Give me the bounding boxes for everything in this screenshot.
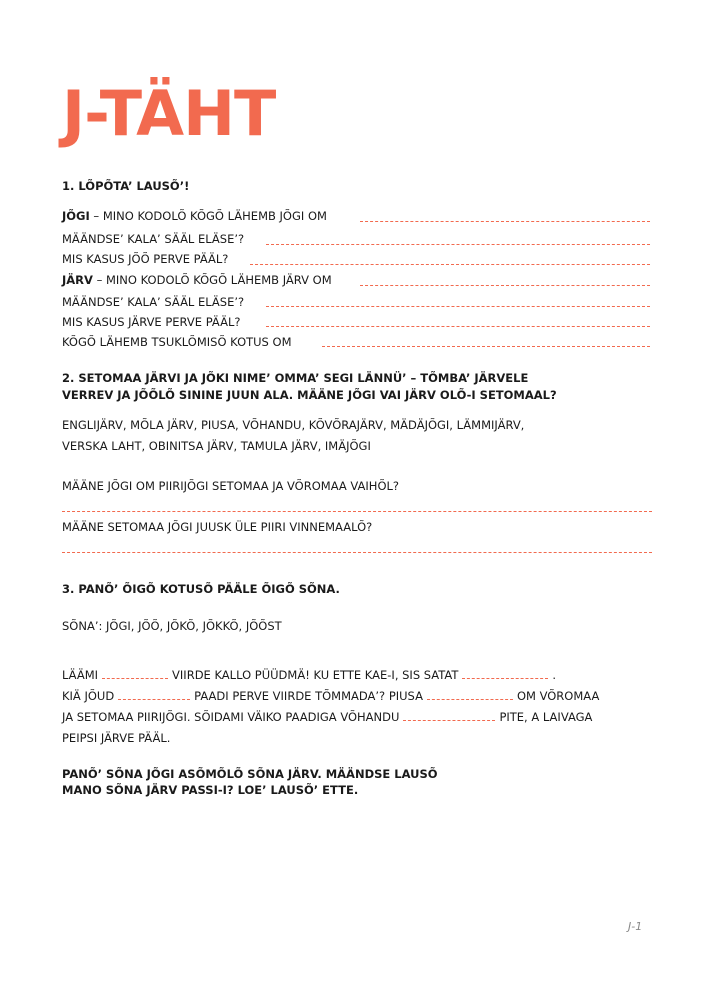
s3-p1-text-a: LÄÄMI — [62, 668, 99, 682]
s1-answer-2[interactable] — [266, 244, 650, 245]
s3-blank-4[interactable] — [427, 699, 513, 700]
s3-p2-text-a: KIÄ JÕUD — [62, 689, 115, 703]
s1-answer-7[interactable] — [322, 346, 650, 347]
s1-row-1 — [62, 206, 327, 226]
s1-row-7: KÕGÕ LÄHEMB TSUKLÕMISÕ KOTUS OM — [62, 335, 292, 349]
section-1-heading: 1. LÕPÕTA’ LAUSÕ’! — [62, 179, 190, 193]
section-3-heading: 3. PANÕ’ ÕIGÕ KOTUSÕ PÄÄLE ÕIGÕ SÕNA. — [62, 582, 340, 596]
s3-p1-text-b: VIIRDE KALLO PÜÜDMÄ! KU ETTE KAE-I, SIS SATAT — [172, 668, 459, 682]
s3-blank-3[interactable] — [118, 699, 190, 700]
s3-p3-text-b: PITE, A LAIVAGA — [499, 710, 593, 724]
s3-p3-text-a: JA SETOMAA PIIRIJÕGI. SÕIDAMI VÄIKO PAADIGA VÕHANDU — [62, 710, 400, 724]
s1-answer-1[interactable] — [360, 221, 650, 222]
final-task-line-1: PANÕ’ SÕNA JÕGI ASÕMÕLÕ SÕNA JÄRV. MÄÄNDSE LAUSÕ — [62, 767, 438, 781]
s1-row-4-bold: JÄRV — [62, 273, 93, 287]
s3-blank-5[interactable] — [403, 720, 495, 721]
s3-blank-1[interactable] — [102, 678, 168, 679]
s3-blank-2[interactable] — [462, 678, 548, 679]
s2-list-line-1: ENGLIJÄRV, MÕLA JÄRV, PIUSA, VÕHANDU, KÕVÕRAJÄRV, MÄDÄJÕGI, LÄMMIJÄRV, — [62, 418, 525, 432]
s3-word-list: SÕNA’: JÕGI, JÕÕ, JÕKÕ, JÕKKÕ, JÕÕST — [62, 619, 282, 633]
s3-p2-text-b: PAADI PERVE VIIRDE TÕMMADA’? PIUSA — [194, 689, 423, 703]
page-number: J-1 — [628, 920, 643, 933]
s2-question-1: MÄÄNE JÕGI OM PIIRIJÕGI SETOMAA JA VÕROMAA VAIHÕL? — [62, 479, 400, 493]
s3-paragraph-line-3 — [62, 707, 592, 727]
s1-row-4 — [62, 270, 332, 290]
s1-answer-3[interactable] — [250, 264, 650, 265]
final-task-line-2: MANO SÕNA JÄRV PASSI-I? LOE’ LAUSÕ’ ETTE. — [62, 783, 359, 797]
s2-question-2: MÄÄNE SETOMAA JÕGI JUUSK ÜLE PIIRI VINNEMAALÕ? — [62, 520, 373, 534]
s1-row-6: MIS KASUS JÄRVE PERVE PÄÄL? — [62, 315, 241, 329]
s1-row-2: MÄÄNDSE’ KALA’ SÄÄL ELÄSE’? — [62, 232, 245, 246]
s3-paragraph-line-1 — [62, 665, 556, 685]
s1-answer-5[interactable] — [266, 306, 650, 307]
s1-answer-4[interactable] — [360, 285, 650, 286]
section-2-heading-line-1: 2. SETOMAA JÄRVI JA JÕKI NIME’ OMMA’ SEGI LÄNNÜ’ – TÕMBA’ JÄRVELE — [62, 371, 529, 385]
s1-row-3: MIS KASUS JÕÕ PERVE PÄÄL? — [62, 252, 229, 266]
s2-list-line-2: VERSKA LAHT, OBINITSA JÄRV, TAMULA JÄRV, IMÄJÕGI — [62, 439, 371, 453]
s3-paragraph-line-2 — [62, 686, 599, 706]
s1-row-5: MÄÄNDSE’ KALA’ SÄÄL ELÄSE’? — [62, 295, 245, 309]
section-2-heading-line-2: VERREV JA JÕÕLÕ SININE JUUN ALA. MÄÄNE JÕGI VAI JÄRV OLÕ-I SETOMAAL? — [62, 388, 557, 402]
s3-paragraph-line-4: PEIPSI JÄRVE PÄÄL. — [62, 731, 171, 745]
s2-answer-2[interactable] — [62, 552, 652, 553]
page-title: J-TÄHT — [62, 77, 276, 150]
s1-row-4-text: – MINO KODOLÕ KÕGÕ LÄHEMB JÄRV OM — [92, 273, 332, 287]
s2-answer-1[interactable] — [62, 511, 652, 512]
s1-answer-6[interactable] — [266, 326, 650, 327]
s3-p1-end: . — [552, 668, 557, 682]
s1-row-1-bold: JÕGI — [62, 209, 90, 223]
s1-row-1-text: – MINO KODOLÕ KÕGÕ LÄHEMB JÕGI OM — [89, 209, 327, 223]
s3-p2-text-c: OM VÕROMAA — [516, 689, 600, 703]
